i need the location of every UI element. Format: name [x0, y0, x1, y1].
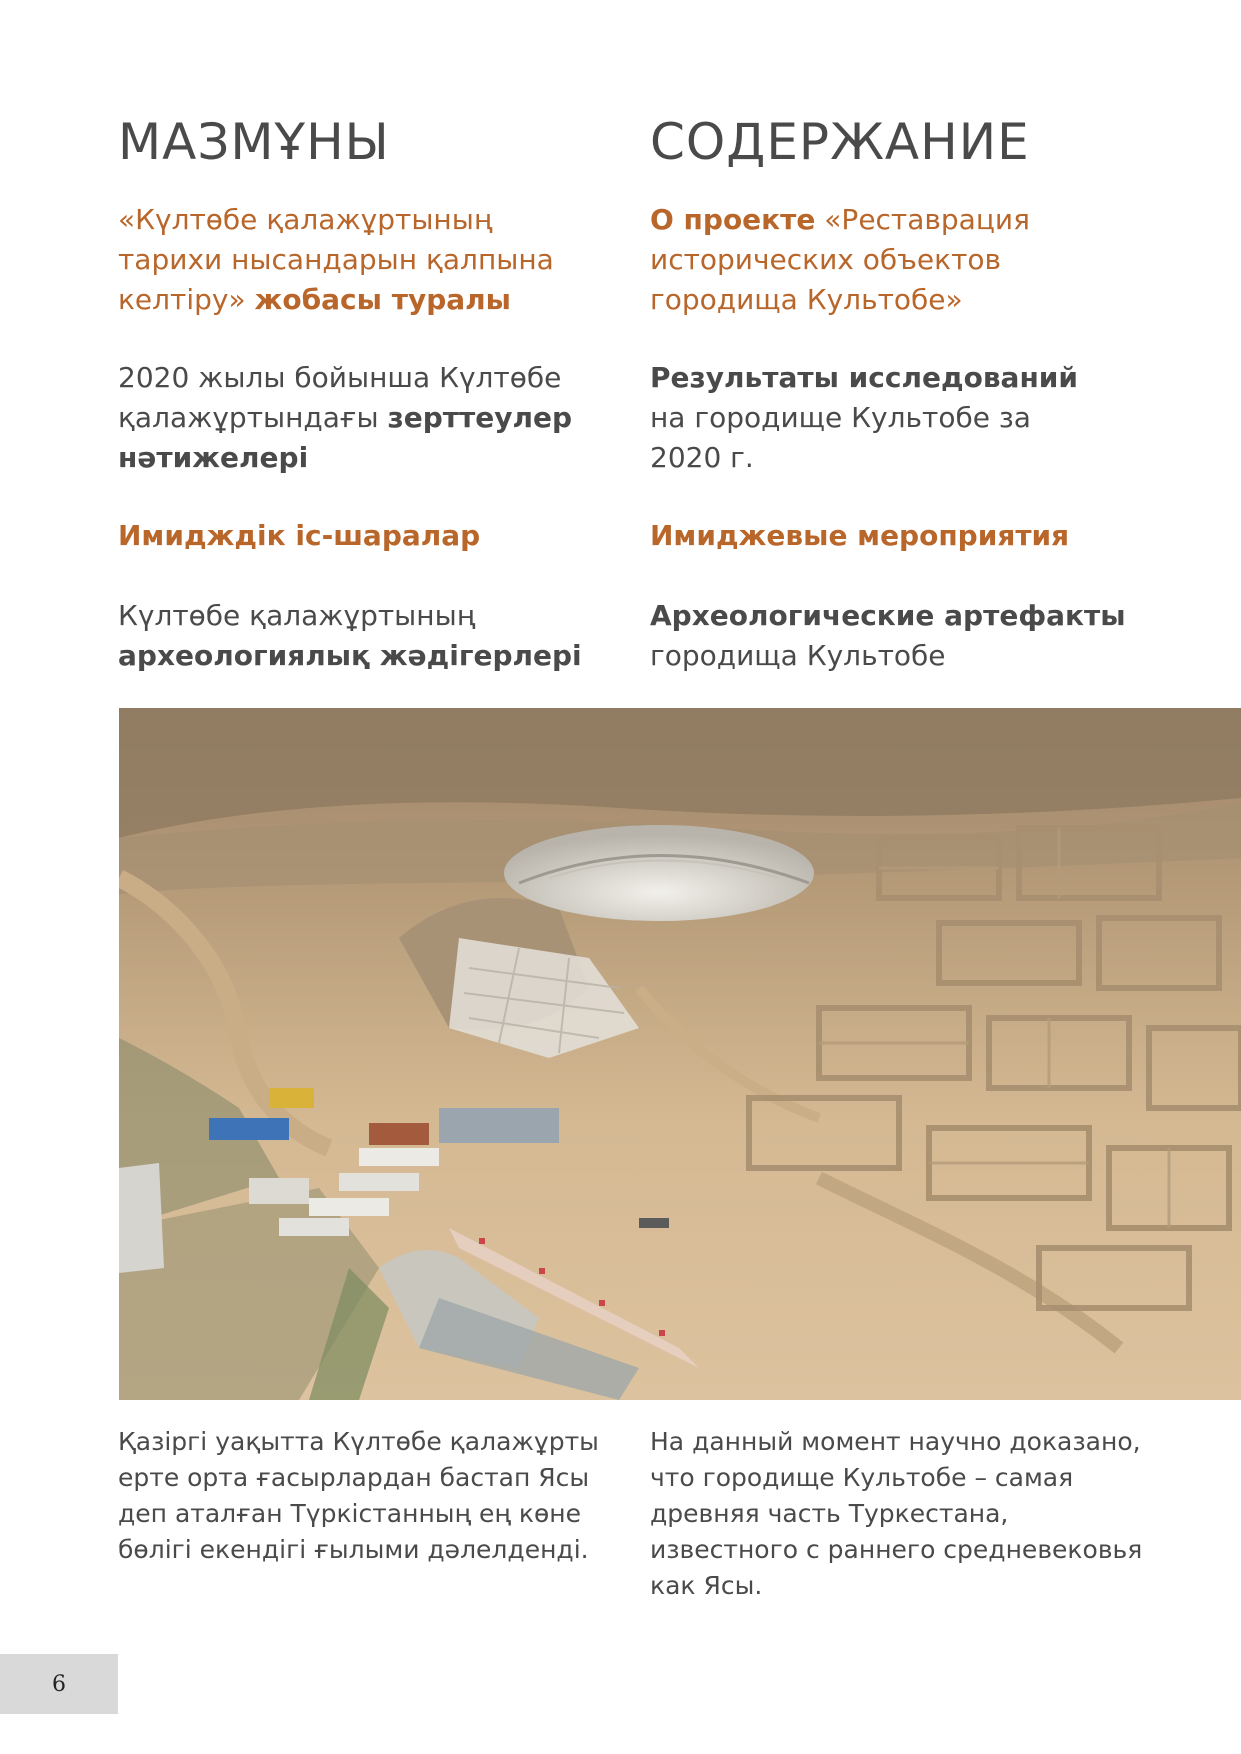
- ru-title: СОДЕРЖАНИЕ: [650, 113, 1030, 171]
- ru-caption: На данный момент научно доказано, что городище Культобе – самая древняя часть Туркестана, известного с раннего средневековья как Ясы.: [650, 1427, 1143, 1600]
- ru-entry-project-bold: О проекте: [650, 203, 816, 236]
- page-number-box: [0, 1654, 118, 1714]
- ru-entry-project[interactable]: [650, 200, 1080, 320]
- ru-entry-project-text: «Реставрация исторических объектов городища Культобе»: [650, 203, 1030, 316]
- ru-entry-results-text: на городище Культобе за 2020 г.: [650, 401, 1031, 474]
- ru-entry-results[interactable]: [650, 358, 1080, 478]
- kz-entry-results-text: 2020 жылы бойынша Күлтөбе қалажұртындағы: [118, 361, 562, 434]
- kz-entry-events[interactable]: [118, 516, 588, 556]
- kz-entry-project-text: «Күлтөбе қалажұртының тарихи нысандарын қалпына келтіру»: [118, 203, 554, 316]
- kz-entry-results-bold: зерттеулер нәтижелері: [118, 401, 573, 474]
- aerial-site-photo: [119, 708, 1241, 1400]
- ru-entry-events-bold: Имиджевые мероприятия: [650, 519, 1070, 552]
- kz-entry-events-bold: Имидждік іс-шаралар: [118, 519, 481, 552]
- ru-entry-events[interactable]: [650, 516, 1130, 556]
- ru-entry-results-bold: Результаты исследований: [650, 361, 1079, 394]
- kz-entry-results[interactable]: [118, 358, 588, 478]
- kz-title: МАЗМҰНЫ: [118, 113, 390, 171]
- page-number: 6: [52, 1671, 66, 1697]
- kz-entry-artifacts-bold: археологиялық жәдігерлері: [118, 639, 582, 672]
- kz-entry-artifacts[interactable]: [118, 596, 588, 676]
- kz-entry-artifacts-text: Күлтөбе қалажұртының: [118, 599, 476, 632]
- ru-entry-artifacts-bold: Археологические артефакты: [650, 599, 1126, 632]
- ru-entry-artifacts-text: городища Культобе: [650, 639, 946, 672]
- kz-entry-project-bold: жобасы туралы: [254, 283, 511, 316]
- kz-caption: Қазіргі уақытта Күлтөбе қалажұрты ерте орта ғасырлардан бастап Ясы деп аталған Түркістанның ең көне бөлігі екендігі ғылыми дәлелденді.: [118, 1427, 599, 1564]
- ru-entry-artifacts[interactable]: [650, 596, 1150, 676]
- kz-entry-project[interactable]: [118, 200, 588, 320]
